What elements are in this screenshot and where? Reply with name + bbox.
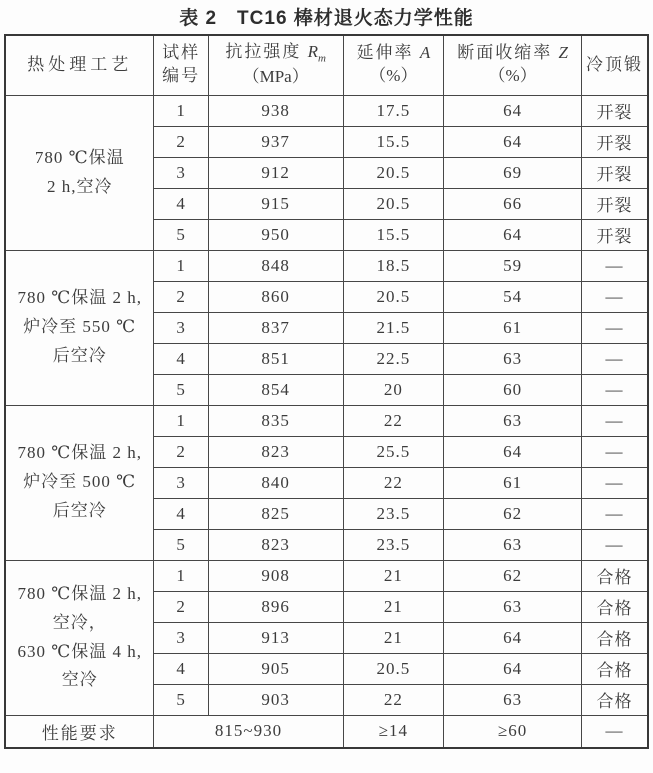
cell-elongation: 25.5: [343, 436, 444, 467]
tensile-symbol: R: [307, 42, 318, 62]
cell-cold-upsetting: —: [582, 405, 648, 436]
cell-elongation: 15.5: [343, 126, 444, 157]
cell-tensile: 938: [208, 95, 343, 126]
cell-tensile: 937: [208, 126, 343, 157]
cell-cold-upsetting: 合格: [582, 622, 648, 653]
cell-cold-upsetting: —: [582, 374, 648, 405]
cell-elongation: 18.5: [343, 250, 444, 281]
cell-elongation: 22: [343, 405, 444, 436]
requirement-elongation: ≥14: [343, 715, 444, 748]
process-line: 后空冷: [52, 345, 107, 365]
process-line: 2 h,空冷: [46, 176, 113, 196]
process-line: 炉冷至 500 ℃: [23, 472, 137, 492]
cell-elongation: 17.5: [343, 95, 444, 126]
process-cell-group4: [5, 560, 154, 715]
cell-reduction: 59: [444, 250, 582, 281]
cell-cold-upsetting: —: [582, 343, 648, 374]
header-elongation-unit: （%）: [369, 66, 418, 86]
header-tensile-unit: （MPa）: [242, 67, 309, 87]
process-line: 630 ℃保温 4 h,: [17, 641, 142, 661]
cell-cold-upsetting: 开裂: [582, 95, 648, 126]
process-line: 后空冷: [52, 500, 107, 520]
table-row: [5, 250, 648, 281]
header-elongation-prefix: 延伸率: [356, 43, 420, 63]
cell-sample-no: 3: [154, 467, 208, 498]
cell-sample-no: 1: [154, 95, 208, 126]
header-reduction-unit: （%）: [488, 66, 537, 86]
cell-reduction: 64: [444, 126, 582, 157]
header-reduction-prefix: 断面收缩率: [457, 43, 559, 63]
header-cold-upsetting-label: 冷顶锻: [586, 54, 644, 74]
cell-tensile: 840: [208, 467, 343, 498]
cell-elongation: 22: [343, 467, 444, 498]
process-cell-group1: [5, 95, 154, 250]
cell-tensile: 908: [208, 560, 343, 591]
header-row: [5, 35, 648, 95]
table-row: [5, 560, 648, 591]
cell-sample-no: 2: [154, 436, 208, 467]
cell-sample-no: 3: [154, 312, 208, 343]
cell-reduction: 64: [444, 622, 582, 653]
cell-reduction: 63: [444, 529, 582, 560]
header-cold-upsetting: [582, 35, 648, 95]
cell-elongation: 23.5: [343, 498, 444, 529]
cell-elongation: 20.5: [343, 281, 444, 312]
cell-tensile: 903: [208, 684, 343, 715]
cell-sample-no: 1: [154, 250, 208, 281]
cell-cold-upsetting: 合格: [582, 684, 648, 715]
cell-cold-upsetting: 开裂: [582, 219, 648, 250]
cell-tensile: 896: [208, 591, 343, 622]
cell-tensile: 848: [208, 250, 343, 281]
cell-elongation: 22.5: [343, 343, 444, 374]
header-reduction-of-area: [444, 35, 582, 95]
cell-elongation: 20.5: [343, 188, 444, 219]
cell-tensile: 905: [208, 653, 343, 684]
header-sample-line2: 编号: [162, 66, 201, 86]
cell-cold-upsetting: 合格: [582, 653, 648, 684]
cell-elongation: 21.5: [343, 312, 444, 343]
cell-reduction: 62: [444, 498, 582, 529]
cell-sample-no: 5: [154, 529, 208, 560]
cell-reduction: 64: [444, 95, 582, 126]
header-tensile-prefix: 抗拉强度: [225, 42, 308, 62]
process-line: 780 ℃保温: [34, 147, 125, 167]
cell-reduction: 63: [444, 591, 582, 622]
cell-cold-upsetting: —: [582, 281, 648, 312]
tensile-symbol-subscript: m: [318, 52, 326, 65]
process-line: 空冷，: [52, 612, 107, 632]
cell-tensile: 835: [208, 405, 343, 436]
requirements-row: [5, 715, 648, 748]
cell-sample-no: 3: [154, 622, 208, 653]
cell-reduction: 62: [444, 560, 582, 591]
cell-elongation: 21: [343, 591, 444, 622]
cell-sample-no: 4: [154, 498, 208, 529]
cell-reduction: 63: [444, 343, 582, 374]
header-tensile-title: [211, 41, 341, 66]
requirements-label: 性能要求: [5, 715, 154, 748]
cell-reduction: 54: [444, 281, 582, 312]
cell-tensile: 912: [208, 157, 343, 188]
process-cell-group3: [5, 405, 154, 560]
cell-sample-no: 4: [154, 188, 208, 219]
requirement-tensile-range: 815~930: [154, 715, 343, 748]
requirement-cold-upsetting: —: [582, 715, 648, 748]
cell-cold-upsetting: 开裂: [582, 157, 648, 188]
header-sample-no: [154, 35, 208, 95]
cell-reduction: 60: [444, 374, 582, 405]
cell-sample-no: 4: [154, 653, 208, 684]
cell-tensile: 860: [208, 281, 343, 312]
mechanical-properties-table: [4, 34, 649, 749]
cell-elongation: 23.5: [343, 529, 444, 560]
header-process: [5, 35, 154, 95]
process-line: 780 ℃保温 2 h,: [17, 583, 142, 603]
header-sample-line1: 试样: [162, 43, 201, 63]
cell-elongation: 20.5: [343, 653, 444, 684]
cell-reduction: 63: [444, 405, 582, 436]
cell-sample-no: 2: [154, 281, 208, 312]
cell-cold-upsetting: —: [582, 312, 648, 343]
header-elongation: [343, 35, 444, 95]
table-row: [5, 405, 648, 436]
cell-tensile: 950: [208, 219, 343, 250]
cell-sample-no: 3: [154, 157, 208, 188]
reduction-symbol: Z: [558, 43, 568, 63]
cell-elongation: 20.5: [343, 157, 444, 188]
cell-reduction: 61: [444, 467, 582, 498]
cell-elongation: 22: [343, 684, 444, 715]
cell-cold-upsetting: 开裂: [582, 126, 648, 157]
cell-cold-upsetting: —: [582, 250, 648, 281]
header-tensile-strength: [208, 35, 343, 95]
cell-sample-no: 4: [154, 343, 208, 374]
cell-cold-upsetting: —: [582, 498, 648, 529]
cell-sample-no: 5: [154, 219, 208, 250]
cell-sample-no: 2: [154, 126, 208, 157]
process-line: 780 ℃保温 2 h,: [17, 288, 142, 308]
cell-elongation: 21: [343, 560, 444, 591]
cell-sample-no: 5: [154, 684, 208, 715]
header-reduction-title: [446, 42, 579, 65]
cell-cold-upsetting: 开裂: [582, 188, 648, 219]
cell-tensile: 913: [208, 622, 343, 653]
cell-reduction: 64: [444, 653, 582, 684]
cell-elongation: 20: [343, 374, 444, 405]
cell-reduction: 69: [444, 157, 582, 188]
cell-reduction: 61: [444, 312, 582, 343]
process-line: 780 ℃保温 2 h,: [17, 443, 142, 463]
cell-tensile: 915: [208, 188, 343, 219]
cell-tensile: 854: [208, 374, 343, 405]
header-elongation-title: [346, 42, 442, 65]
table-row: [5, 95, 648, 126]
cell-sample-no: 1: [154, 405, 208, 436]
header-process-label: 热处理工艺: [27, 54, 133, 74]
cell-tensile: 825: [208, 498, 343, 529]
cell-sample-no: 2: [154, 591, 208, 622]
cell-cold-upsetting: —: [582, 436, 648, 467]
cell-cold-upsetting: —: [582, 529, 648, 560]
process-line: 炉冷至 550 ℃: [23, 317, 137, 337]
cell-cold-upsetting: 合格: [582, 560, 648, 591]
elongation-symbol: A: [419, 43, 431, 63]
cell-tensile: 837: [208, 312, 343, 343]
cell-elongation: 21: [343, 622, 444, 653]
cell-cold-upsetting: 合格: [582, 591, 648, 622]
cell-reduction: 66: [444, 188, 582, 219]
cell-reduction: 63: [444, 684, 582, 715]
cell-sample-no: 1: [154, 560, 208, 591]
cell-tensile: 823: [208, 529, 343, 560]
cell-reduction: 64: [444, 219, 582, 250]
cell-reduction: 64: [444, 436, 582, 467]
process-cell-group2: [5, 250, 154, 405]
cell-cold-upsetting: —: [582, 467, 648, 498]
cell-tensile: 851: [208, 343, 343, 374]
table-caption: 表 2 TC16 棒材退火态力学性能: [179, 8, 474, 29]
cell-tensile: 823: [208, 436, 343, 467]
requirement-reduction: ≥60: [444, 715, 582, 748]
process-line: 空冷: [61, 670, 98, 690]
cell-sample-no: 5: [154, 374, 208, 405]
cell-elongation: 15.5: [343, 219, 444, 250]
